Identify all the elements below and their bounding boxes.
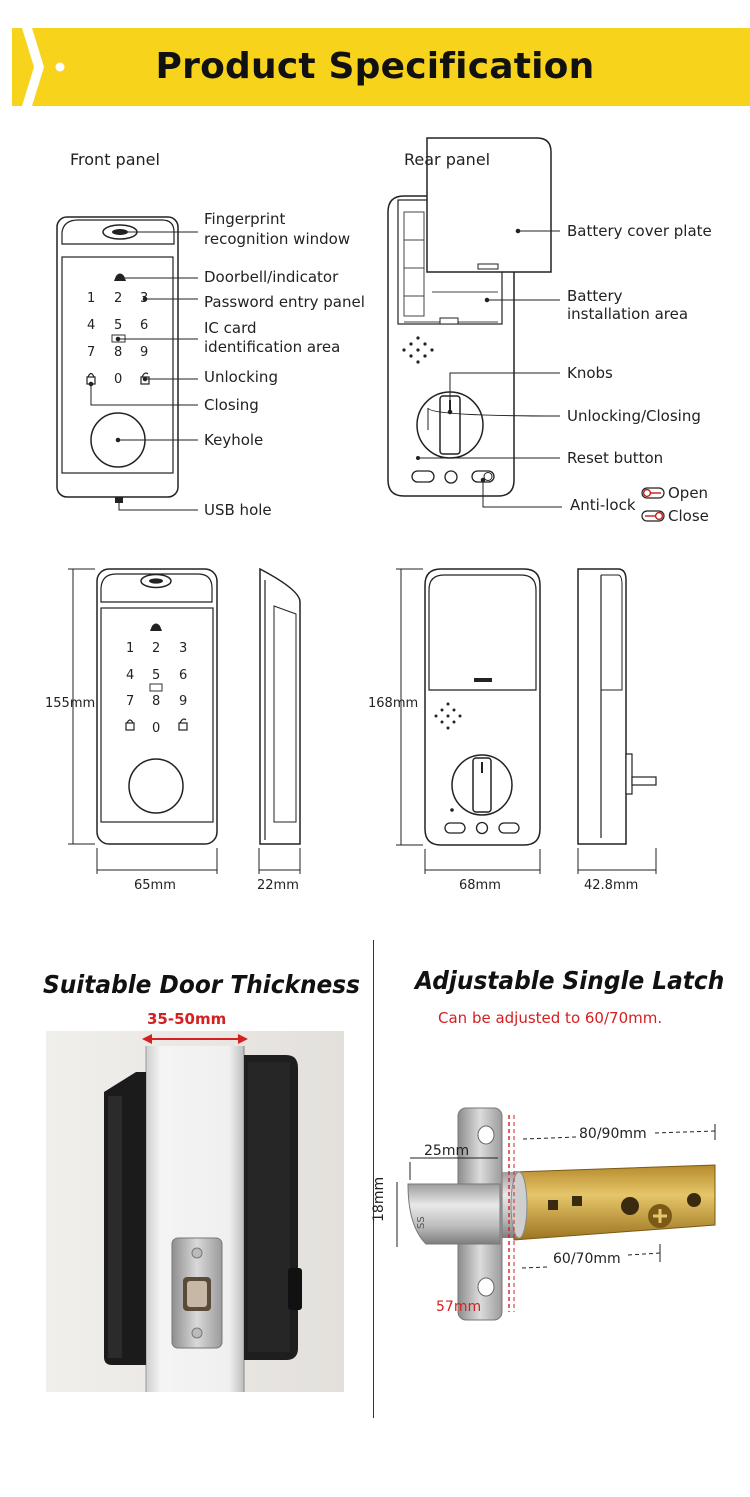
dim-rear-depth: 42.8mm (584, 878, 639, 893)
dim-key-4: 4 (126, 668, 135, 683)
callout-unlocking-closing: Unlocking/Closing (567, 407, 701, 425)
dim-key-3: 3 (179, 641, 188, 656)
latch-dim-18: 18mm (371, 1176, 387, 1222)
callout-ic-card-1: IC card (204, 319, 257, 337)
callout-unlocking: Unlocking (204, 368, 278, 386)
key-0: 0 (114, 372, 123, 387)
callout-reset: Reset button (567, 449, 664, 467)
callout-battery-1: Battery (567, 287, 623, 305)
page-title: Product Specification (155, 46, 595, 87)
latch-dim-57: 57mm (436, 1299, 482, 1315)
callout-ic-card-2: identification area (204, 338, 341, 356)
key-5: 5 (114, 318, 123, 333)
callout-knobs: Knobs (567, 364, 613, 382)
dim-key-6: 6 (179, 668, 188, 683)
door-thickness-title: Suitable Door Thickness (43, 970, 360, 999)
dim-key-7: 7 (126, 694, 135, 709)
latch-dim-60-70: 60/70mm (553, 1251, 621, 1267)
key-1: 1 (87, 291, 96, 306)
key-6: 6 (140, 318, 149, 333)
key-7: 7 (87, 345, 96, 360)
callout-battery-2: installation area (567, 305, 689, 323)
callout-anti-lock: Anti-lock (570, 496, 636, 514)
callout-keyhole: Keyhole (204, 431, 264, 449)
key-3: 3 (140, 291, 149, 306)
dim-front-width: 65mm (134, 878, 176, 893)
callout-close: Close (668, 507, 709, 525)
door-thickness-range: 35-50mm (147, 1010, 227, 1028)
key-9: 9 (140, 345, 149, 360)
dim-rear-width: 68mm (459, 878, 501, 893)
callout-open: Open (668, 484, 709, 502)
dim-front-height: 155mm (45, 696, 96, 711)
callout-password: Password entry panel (204, 293, 365, 311)
callout-doorbell: Doorbell/indicator (204, 268, 339, 286)
dim-key-1: 1 (126, 641, 135, 656)
dim-rear-height: 168mm (368, 696, 419, 711)
callout-fingerprint-1: Fingerprint (204, 210, 286, 228)
key-2: 2 (114, 291, 123, 306)
dim-key-9: 9 (179, 694, 188, 709)
key-4: 4 (87, 318, 96, 333)
dim-key-0: 0 (152, 721, 161, 736)
latch-title: Adjustable Single Latch (415, 966, 725, 995)
latch-dim-80-90: 80/90mm (579, 1126, 647, 1142)
callout-closing: Closing (204, 396, 259, 414)
key-8: 8 (114, 345, 123, 360)
callout-battery-cover: Battery cover plate (567, 222, 712, 240)
front-panel-heading: Front panel (70, 150, 160, 169)
dim-key-8: 8 (152, 694, 161, 709)
latch-dim-25: 25mm (424, 1143, 470, 1159)
latch-stamp: SS (416, 1216, 427, 1229)
dim-key-2: 2 (152, 641, 161, 656)
dim-front-depth: 22mm (257, 878, 299, 893)
rear-panel-heading: Rear panel (404, 150, 491, 169)
latch-subtitle: Can be adjusted to 60/70mm. (438, 1009, 663, 1027)
callout-usb: USB hole (204, 501, 272, 519)
dim-key-5: 5 (152, 668, 161, 683)
callout-fingerprint-2: recognition window (204, 230, 351, 248)
